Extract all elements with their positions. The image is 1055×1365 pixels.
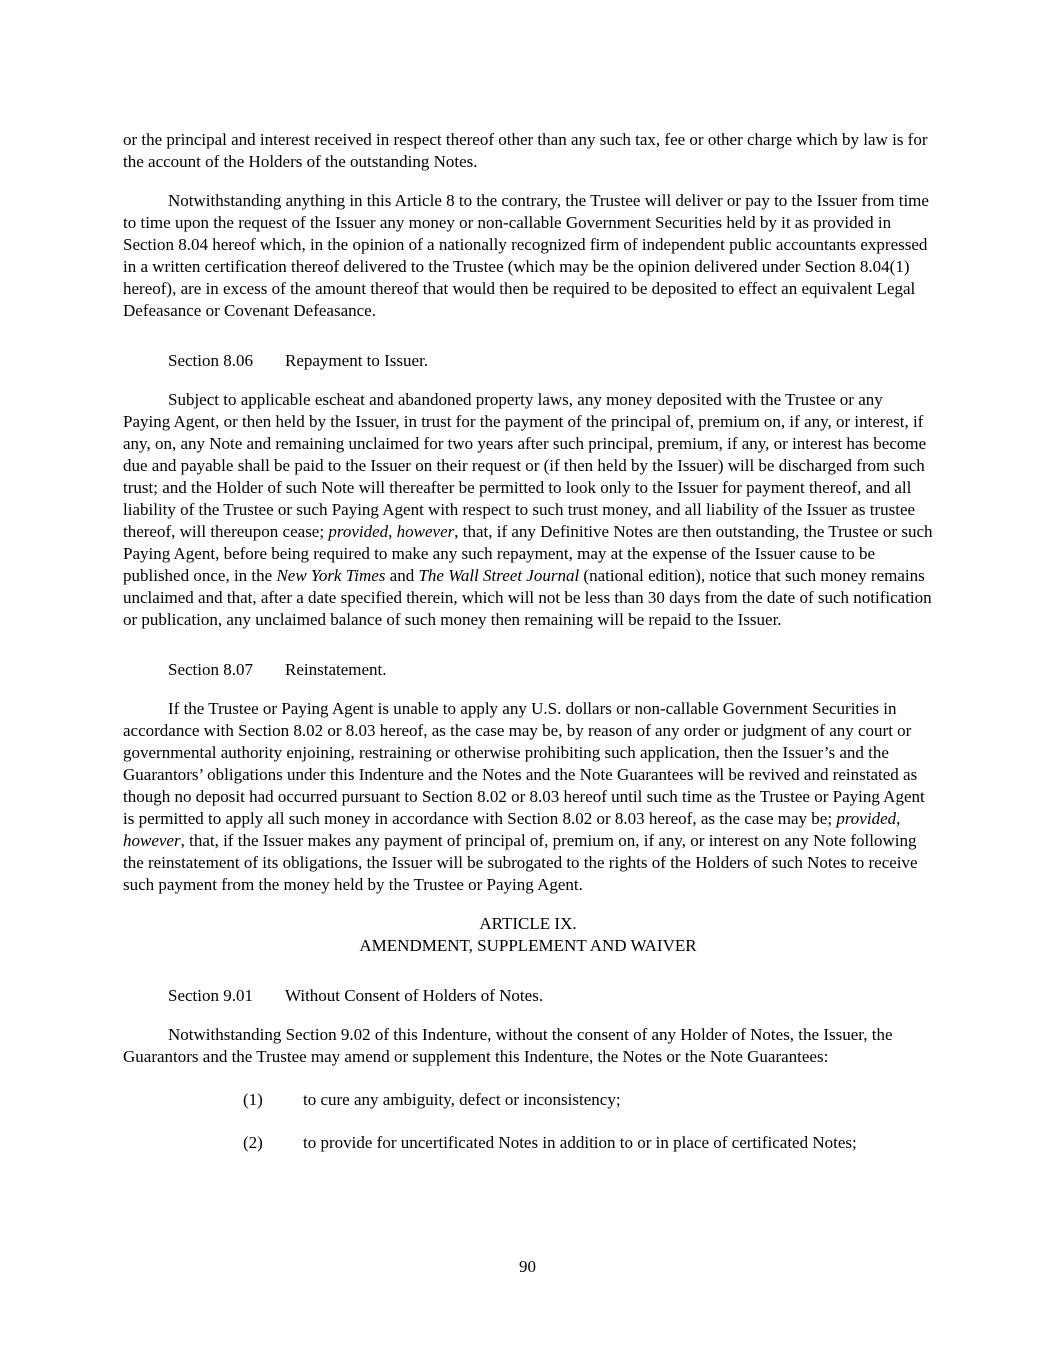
section-title: Without Consent of Holders of Notes. [285, 986, 544, 1005]
text-run: Notwithstanding anything in this Article 8 to the contrary, the Trustee will deliver or pay to the Issuer from time to time upon the request of the Issuer any money or non-callable Government Securities held by it as provided in Section 8.04 hereof which, in the opinion of a nationally recognized firm of independent public accountants expressed in a written certification thereof delivered to the Trustee (which may be the opinion delivered under Section 8.04(1) hereof), are in excess of the amount thereof that would then be required to be deposited to effect an equivalent Legal Defeasance or Covenant Defeasance. [123, 191, 929, 320]
paragraph-trustee-deliver-excess [123, 190, 933, 322]
page-number: 90 [519, 1257, 536, 1276]
list-item-1 [123, 1089, 933, 1111]
list-item-2 [123, 1132, 933, 1154]
text-run: (national edition), notice that such money remains unclaimed and that, after a date specified therein, which will not be less than 30 days from the date of such notification or publication, any unclaimed balance of such money then remaining will be repaid to the Issuer. [123, 566, 932, 629]
list-item-marker: (1) [243, 1090, 263, 1109]
article-number-line: ARTICLE IX. [479, 914, 577, 933]
paragraph-reinstatement [123, 698, 933, 896]
section-title: Reinstatement. [285, 660, 387, 679]
italic-text-run: The Wall Street Journal [418, 566, 580, 585]
section-title: Repayment to Issuer. [285, 351, 429, 370]
list-item-text: to cure any ambiguity, defect or inconsistency; [303, 1090, 621, 1109]
italic-text-run: however [396, 522, 455, 541]
list-item-text: to provide for uncertificated Notes in addition to or in place of certificated Notes; [303, 1133, 857, 1152]
text-run: Notwithstanding Section 9.02 of this Indenture, without the consent of any Holder of Notes, the Issuer, the Guarantors and the Trustee may amend or supplement this Indenture, the Notes or the Note Guarantees: [123, 1025, 893, 1066]
paragraph-amend-without-consent [123, 1024, 933, 1068]
italic-text-run: provided [836, 809, 897, 828]
text-run: , that, if any Definitive Notes are then outstanding, the Trustee or such Paying Agent, before being required to make any such repayment, may at the expense of the Issuer cause to be published once, in the [123, 522, 933, 585]
list-item-marker: (2) [243, 1133, 263, 1152]
text-run: , [388, 522, 397, 541]
text-run: and [385, 566, 419, 585]
italic-text-run: provided [328, 522, 389, 541]
section-heading-8-07 [123, 659, 933, 681]
text-run: or the principal and interest received in respect thereof other than any such tax, fee or other charge which by law is for the account of the Holders of the outstanding Notes. [123, 130, 928, 171]
section-number: Section 8.06 [168, 351, 253, 370]
text-run: Subject to applicable escheat and abandoned property laws, any money deposited with the Trustee or any Paying Agent, or then held by the Issuer, in trust for the payment of the principal of, premium on, if any, or interest, if any, on, any Note and remaining unclaimed for two years after such principal, premium, if any, or interest has become due and payable shall be paid to the Issuer on their request or (if then held by the Issuer) will be discharged from such trust; and the Holder of such Note will thereafter be permitted to look only to the Issuer for payment thereof, and all liability of the Trustee or such Paying Agent with respect to such trust money, and all liability of the Issuer as trustee thereof, will thereupon cease; [123, 390, 927, 541]
section-number: Section 9.01 [168, 986, 253, 1005]
text-run: If the Trustee or Paying Agent is unable to apply any U.S. dollars or non-callable Government Securities in accordance with Section 8.02 or 8.03 hereof, as the case may be, by reason of any order or judgment of any court or governmental authority enjoining, restraining or otherwise prohibiting such application, then the Issuer’s and the Guarantors’ obligations under this Indenture and the Notes and the Note Guarantees will be revived and reinstated as though no deposit had occurred pursuant to Section 8.02 or 8.03 hereof until such time as the Trustee or Paying Agent is permitted to apply all such money in accordance with Section 8.02 or 8.03 hereof, as the case may be; [123, 699, 925, 828]
text-run: , [896, 809, 901, 828]
section-number: Section 8.07 [168, 660, 253, 679]
article-title-line: AMENDMENT, SUPPLEMENT AND WAIVER [359, 936, 697, 955]
italic-text-run: New York Times [276, 566, 386, 585]
article-ix-heading [123, 913, 933, 957]
paragraph-repayment-to-issuer [123, 389, 933, 631]
paragraph-tax-charge-continuation [123, 129, 933, 173]
section-heading-9-01 [123, 985, 933, 1007]
italic-text-run: however [123, 831, 181, 850]
text-run: , that, if the Issuer makes any payment of principal of, premium on, if any, or interest on any Note following the reinstatement of its obligations, the Issuer will be subrogated to the rights of the Holders of such Notes to receive such payment from the money held by the Trustee or Paying Agent. [123, 831, 918, 894]
section-heading-8-06 [123, 350, 933, 372]
